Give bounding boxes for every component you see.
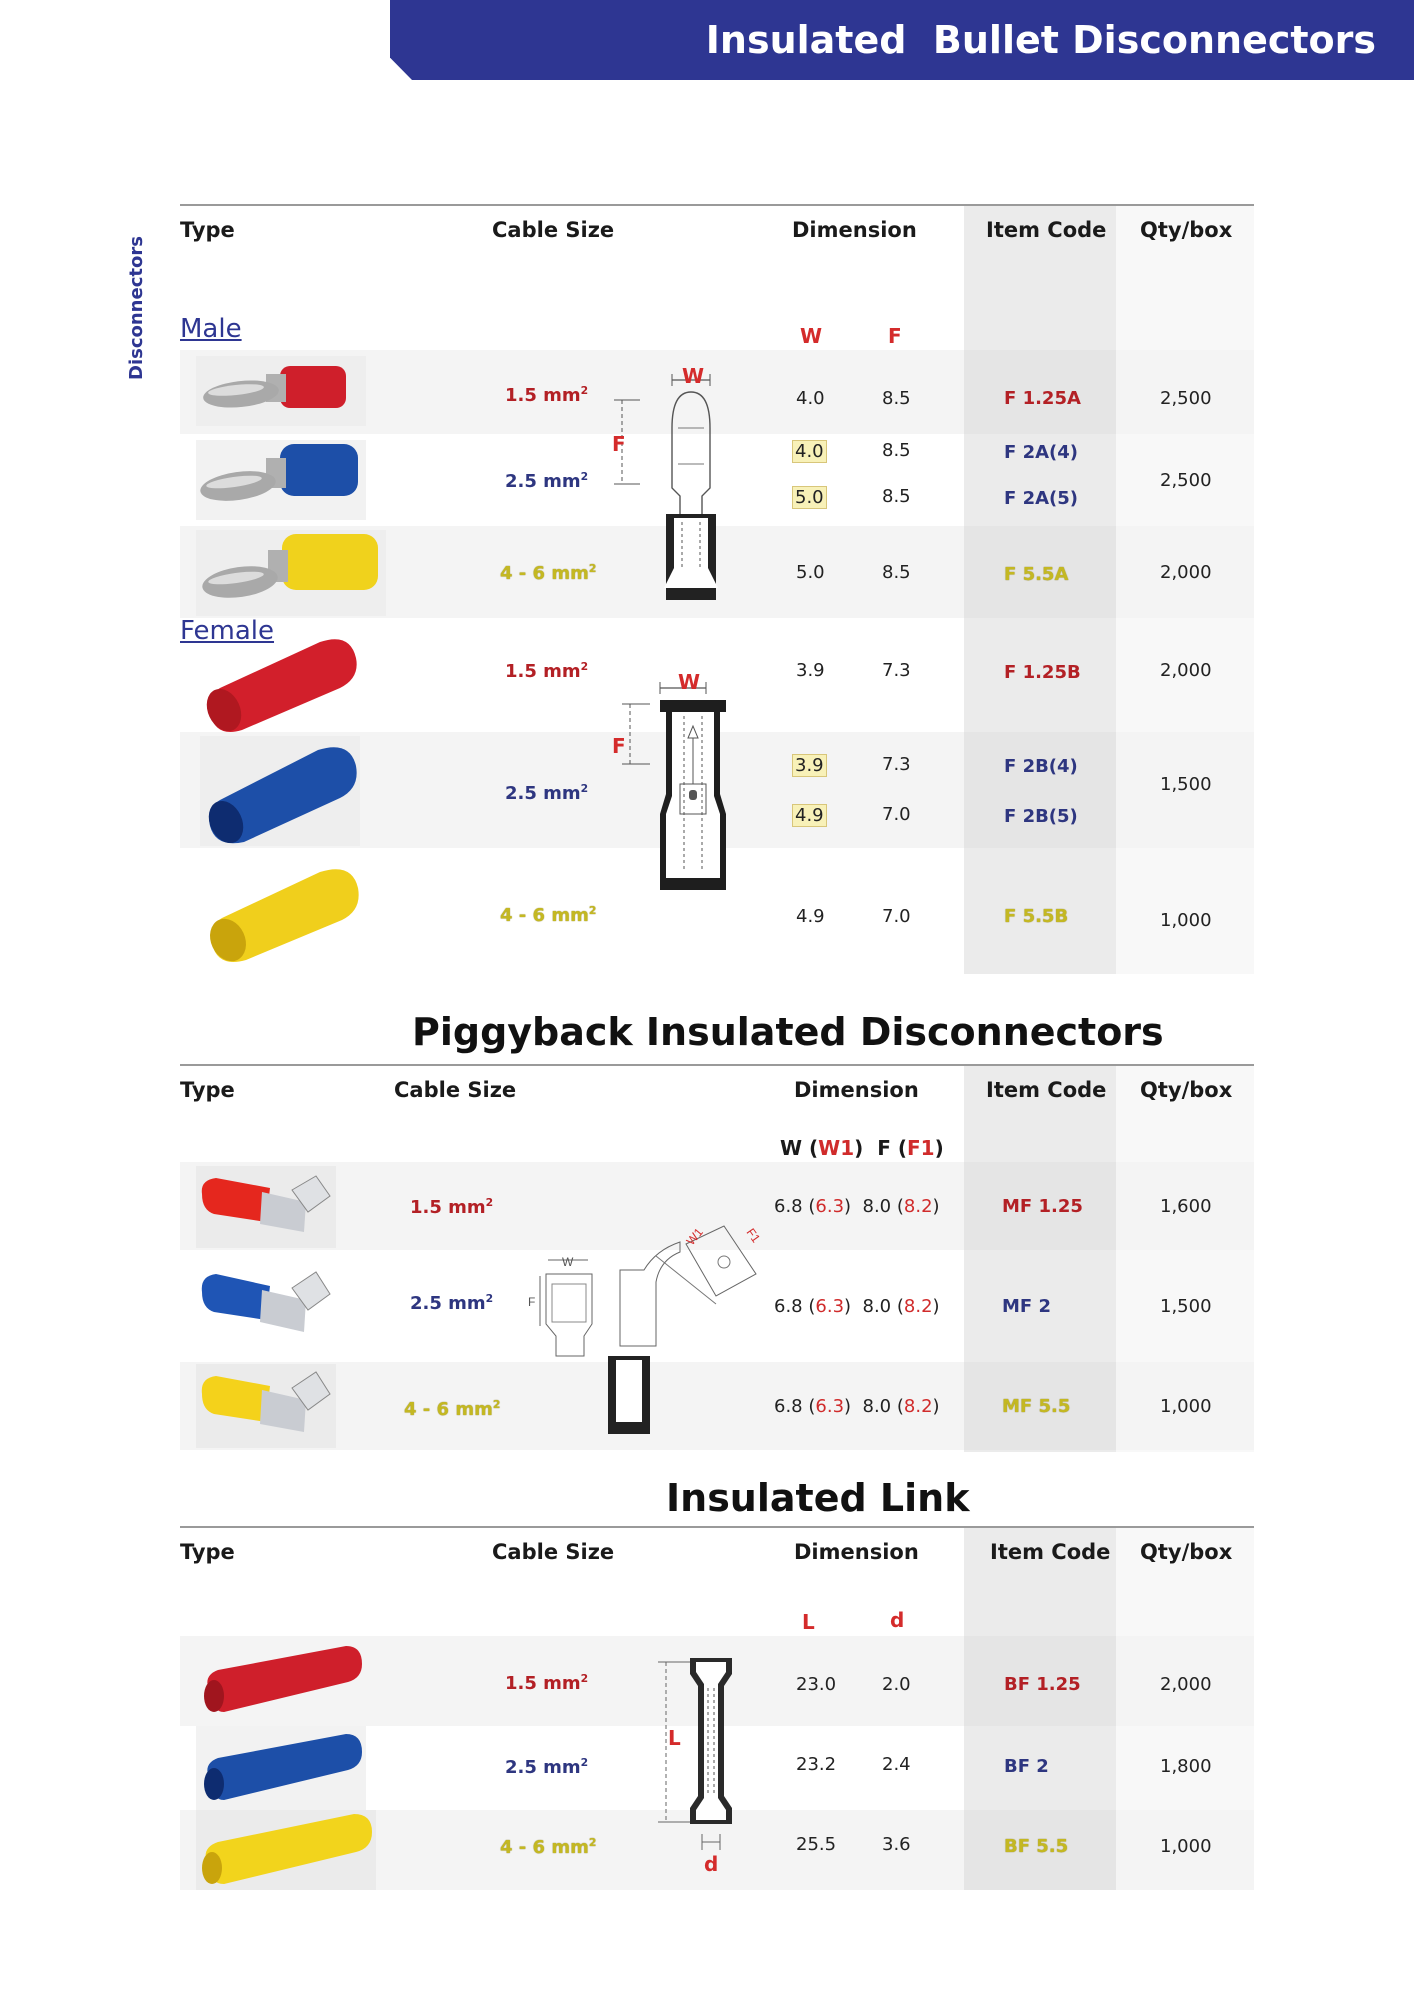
link-yellow-image xyxy=(196,1810,376,1890)
male-row3-w: 5.0 xyxy=(796,562,825,583)
header-qty: Qty/box xyxy=(1140,218,1233,242)
link-title: Insulated Link xyxy=(666,1476,970,1520)
male-row3-qty: 2,000 xyxy=(1160,562,1212,583)
female-row1-w: 3.9 xyxy=(796,660,825,681)
link-row2-code: BF 2 xyxy=(1004,1756,1049,1777)
pb-header-type: Type xyxy=(180,1078,235,1102)
svg-text:W1: W1 xyxy=(683,1225,706,1248)
female-row2-f: 7.3 xyxy=(882,754,911,775)
pb-header-item-code: Item Code xyxy=(986,1078,1107,1102)
male-row3-code: F 5.5A xyxy=(1004,564,1069,585)
svg-text:F: F xyxy=(528,1295,536,1309)
pb-row1-size: 1.5 $mm^2$ xyxy=(410,1196,494,1218)
pb-row3-code: MF 5.5 xyxy=(1002,1396,1071,1417)
header-cable-size: Cable Size xyxy=(492,218,615,242)
link-header-type: Type xyxy=(180,1540,235,1564)
male-drawing-f: F xyxy=(612,432,626,456)
male-row1-code: F 1.25A xyxy=(1004,388,1081,409)
piggyback-red-image xyxy=(196,1166,336,1248)
link-row1-qty: 2,000 xyxy=(1160,1674,1212,1695)
link-red-image xyxy=(196,1640,366,1722)
piggyback-dimension-drawing xyxy=(520,1226,780,1440)
female-row3-size: 4 - 6 $mm^2$ xyxy=(500,904,597,926)
female-row1-f: 7.3 xyxy=(882,660,911,681)
pb-header-dimension: Dimension xyxy=(794,1078,919,1102)
side-category-label: Disconnectors xyxy=(126,236,147,380)
female-row2-code2: F 2B(5) xyxy=(1004,806,1078,827)
pb-dim-legend: W (W1) F (F1) xyxy=(780,1136,944,1160)
link-blue-image xyxy=(196,1726,366,1810)
link-row3-l: 25.5 xyxy=(796,1834,837,1855)
female-row2-size: 2.5 $mm^2$ xyxy=(505,782,589,804)
female-row3-f: 7.0 xyxy=(882,906,911,927)
pb-row2-dims: 6.8 (6.3) 8.0 (8.2) xyxy=(774,1296,940,1317)
pb-header-qty: Qty/box xyxy=(1140,1078,1233,1102)
female-label[interactable]: Female xyxy=(180,616,275,646)
male-row1-size: 1.5 $mm^2$ xyxy=(505,384,589,406)
link-header-qty: Qty/box xyxy=(1140,1540,1233,1564)
male-row3-size: 4 - 6 $mm^2$ xyxy=(500,562,597,584)
female-connector-yellow-image xyxy=(200,860,364,964)
male-row2-code: F 2A(4) xyxy=(1004,442,1078,463)
pb-row2-qty: 1,500 xyxy=(1160,1296,1212,1317)
pb-row1-qty: 1,600 xyxy=(1160,1196,1212,1217)
link-row2-d: 2.4 xyxy=(882,1754,911,1775)
male-row2-f2: 8.5 xyxy=(882,486,911,507)
male-row1-f: 8.5 xyxy=(882,388,911,409)
male-row2-size: 2.5 $mm^2$ xyxy=(505,470,589,492)
female-row1-size: 1.5 $mm^2$ xyxy=(505,660,589,682)
link-dim-d-label: d xyxy=(890,1608,905,1632)
piggyback-title: Piggyback Insulated Disconnectors xyxy=(412,1010,1164,1054)
female-row2-code: F 2B(4) xyxy=(1004,756,1078,777)
female-row2-qty: 1,500 xyxy=(1160,774,1212,795)
male-connector-yellow-image xyxy=(196,530,386,616)
page-title: Insulated Bullet Disconnectors xyxy=(705,18,1376,62)
link-row1-d: 2.0 xyxy=(882,1674,911,1695)
pb-header-cable-size: Cable Size xyxy=(394,1078,517,1102)
svg-text:F1: F1 xyxy=(743,1225,764,1246)
link-row1-size: 1.5 $mm^2$ xyxy=(505,1672,589,1694)
female-connector-red-image xyxy=(200,628,360,732)
female-row2-w2: 4.9 xyxy=(792,804,827,827)
link-header-cable-size: Cable Size xyxy=(492,1540,615,1564)
male-drawing-w: W xyxy=(682,364,705,388)
female-drawing-f: F xyxy=(612,734,626,758)
female-row2-w: 3.9 xyxy=(792,754,827,777)
link-dim-l-label: L xyxy=(802,1610,815,1634)
header-type: Type xyxy=(180,218,235,242)
male-row2-w: 4.0 xyxy=(792,440,827,463)
piggyback-blue-image xyxy=(196,1262,336,1348)
female-dimension-drawing xyxy=(610,664,740,896)
pb-row2-code: MF 2 xyxy=(1002,1296,1051,1317)
link-row2-l: 23.2 xyxy=(796,1754,837,1775)
female-drawing-w: W xyxy=(678,670,701,694)
male-row1-qty: 2,500 xyxy=(1160,388,1212,409)
male-dimension-drawing xyxy=(610,368,740,606)
link-drawing-l: L xyxy=(668,1726,681,1750)
dim-f-label: F xyxy=(888,324,902,348)
dim-w-label: W xyxy=(800,324,823,348)
male-label[interactable]: Male xyxy=(180,314,242,344)
pb-row3-dims: 6.8 (6.3) 8.0 (8.2) xyxy=(774,1396,940,1417)
link-header-dimension: Dimension xyxy=(794,1540,919,1564)
female-row2-f2: 7.0 xyxy=(882,804,911,825)
svg-text:W: W xyxy=(562,1255,574,1269)
female-row1-qty: 2,000 xyxy=(1160,660,1212,681)
link-row3-qty: 1,000 xyxy=(1160,1836,1212,1857)
link-drawing-d: d xyxy=(704,1852,719,1876)
link-row3-code: BF 5.5 xyxy=(1004,1836,1069,1857)
pb-row3-qty: 1,000 xyxy=(1160,1396,1212,1417)
link-header-item-code: Item Code xyxy=(990,1540,1111,1564)
link-row3-size: 4 - 6 $mm^2$ xyxy=(500,1836,597,1858)
header-item-code: Item Code xyxy=(986,218,1107,242)
link-row2-qty: 1,800 xyxy=(1160,1756,1212,1777)
male-row1-w: 4.0 xyxy=(796,388,825,409)
link-row1-l: 23.0 xyxy=(796,1674,837,1695)
male-row2-f: 8.5 xyxy=(882,440,911,461)
pb-row3-size: 4 - 6 $mm^2$ xyxy=(404,1398,501,1420)
male-row3-f: 8.5 xyxy=(882,562,911,583)
link-row1-code: BF 1.25 xyxy=(1004,1674,1081,1695)
male-row2-w2: 5.0 xyxy=(792,486,827,509)
pb-row1-code: MF 1.25 xyxy=(1002,1196,1083,1217)
piggyback-yellow-image xyxy=(196,1364,336,1448)
header-dimension: Dimension xyxy=(792,218,917,242)
female-row1-code: F 1.25B xyxy=(1004,662,1081,683)
male-connector-blue-image xyxy=(196,440,366,520)
male-connector-red-image xyxy=(196,356,366,426)
pb-row2-size: 2.5 $mm^2$ xyxy=(410,1292,494,1314)
pb-row1-dims: 6.8 (6.3) 8.0 (8.2) xyxy=(774,1196,940,1217)
female-row3-w: 4.9 xyxy=(796,906,825,927)
link-row2-size: 2.5 $mm^2$ xyxy=(505,1756,589,1778)
link-row3-d: 3.6 xyxy=(882,1834,911,1855)
female-row3-code: F 5.5B xyxy=(1004,906,1069,927)
female-connector-blue-image xyxy=(200,736,360,846)
male-row2-code2: F 2A(5) xyxy=(1004,488,1078,509)
link-dimension-drawing xyxy=(650,1652,740,1862)
female-row3-qty: 1,000 xyxy=(1160,910,1212,931)
male-row2-qty: 2,500 xyxy=(1160,470,1212,491)
